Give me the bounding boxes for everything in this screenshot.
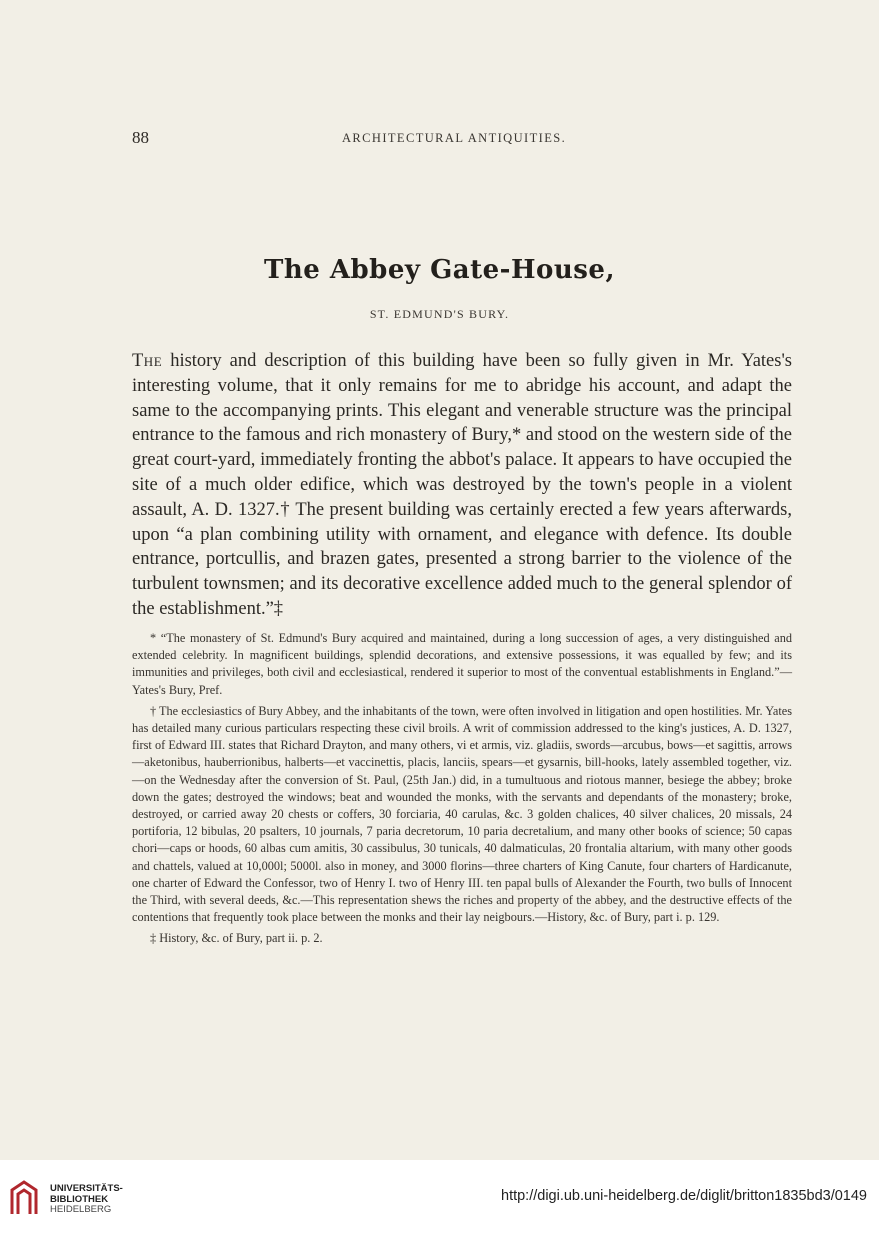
lead-word: The: [132, 351, 163, 371]
logo-stroke-inner: [18, 1190, 30, 1214]
library-line-2: BIBLIOTHEK: [50, 1193, 109, 1205]
source-url-link[interactable]: http://digi.ub.uni-heidelberg.de/diglit/britton1835bd3/0149: [501, 1188, 867, 1204]
library-name: [50, 1184, 123, 1216]
body-text: history and description of this building have been so fully given in Mr. Yates's interesting volume, that it only remains for me to abridge his account, and adapt the same to the accompanying prints. This elegant and venerable structure was the principal entrance to the famous and rich monastery of Bury,* and stood on the western side of the great court-yard, immediately fronting the abbot's palace. It appears to have occupied the site of a much older edifice, which was destroyed by the town's people in a violent assault, A. D. 1327.† The present building was certainly erected a few years afterwards, upon “a plan combining utility with ornament, and elegance with defence. Its double entrance, portcullis, and brazen gates, presented a strong barrier to the violence of the turbulent townsmen; and its decorative excellence added much to the general splendor of the establishment.”‡: [132, 351, 792, 619]
library-line-3: HEIDELBERG: [50, 1204, 112, 1215]
footnote-1: * “The monastery of St. Edmund's Bury acquired and maintained, during a long succession of ages, a very distinguished and extended celebrity. In magnificent buildings, splendid decorations, and extensive possessions, it was equalled by few; and its immunities and privileges, both civil and ecclesiastical, rendered it superior to most of the conventual establishments in England.”—Yates's Bury, Pref.: [132, 631, 792, 697]
footnotes: [132, 630, 792, 952]
running-title: ARCHITECTURAL ANTIQUITIES.: [342, 131, 567, 145]
footnote-2: † The ecclesiastics of Bury Abbey, and the inhabitants of the town, were often involved in litigation and open hostilities. Mr. Yates has detailed many curious particulars respecting these civil broils. A writ of commission addressed to the king's justices, A. D. 1327, first of Edward III. states that Richard Drayton, and many others, vi et armis, viz. gladiis, swords—arcubus, bows—et sagittis, arrows—aketonibus, hauberrionibus, halberts—et vaccinettis, placis, lanciis, spears—et gysarnis, bill-hooks, lately assembled together, viz.—on the Wednesday after the conversion of St. Paul, (25th Jan.) did, in a tumultuous and riotous manner, besiege the abbey; broke down the gates; destroyed the windows; beat and wounded the monks, with the servants and dependants of the monastery; broke, destroyed, or carried away 20 chests or coffers, 30 forciaria, 40 carulas, &c. 3 golden chalices, 40 silver chalices, 20 missals, 24 portiforia, 12 bibulas, 20 psalters, 10 journals, 7 paria decretorum, 10 paria decretalium, and many other books of science; 50 capas chori—caps or hoods, 60 albas cum amitis, 30 cassibulus, 30 tunicals, 40 dalmaticulas, 20 frontalia altarium, with many other goods and chattels, valued at 10,000l; 5000l. also in money, and 3000 florins—three charters of King Canute, four charters of Hardicanute, one charter of Edward the Confessor, two of Henry I. two of Henry III. ten papal bulls of Alexander the Fourth, two bulls of Innocent the Third, with several deeds, &c.—This representation shews the riches and property of the abbey, and the destructive effects of the contentions that frequently took place between the monks and their lay neigbours.—History, &c. of Bury, part i. p. 129.: [132, 703, 792, 925]
body-paragraph: [132, 349, 792, 622]
chapter-subtitle: ST. EDMUND'S BURY.: [369, 307, 510, 321]
viewer-footer: [0, 1160, 879, 1234]
footnote-3: ‡ History, &c. of Bury, part ii. p. 2.: [150, 931, 323, 946]
chapter-title: The Abbey Gate-House,: [263, 255, 615, 285]
library-line-1: UNIVERSITÄTS-: [50, 1183, 123, 1194]
library-logo-icon: [8, 1178, 40, 1218]
logo-stroke-outer: [12, 1182, 36, 1214]
running-head: [132, 128, 792, 148]
page-number: 88: [132, 128, 149, 147]
